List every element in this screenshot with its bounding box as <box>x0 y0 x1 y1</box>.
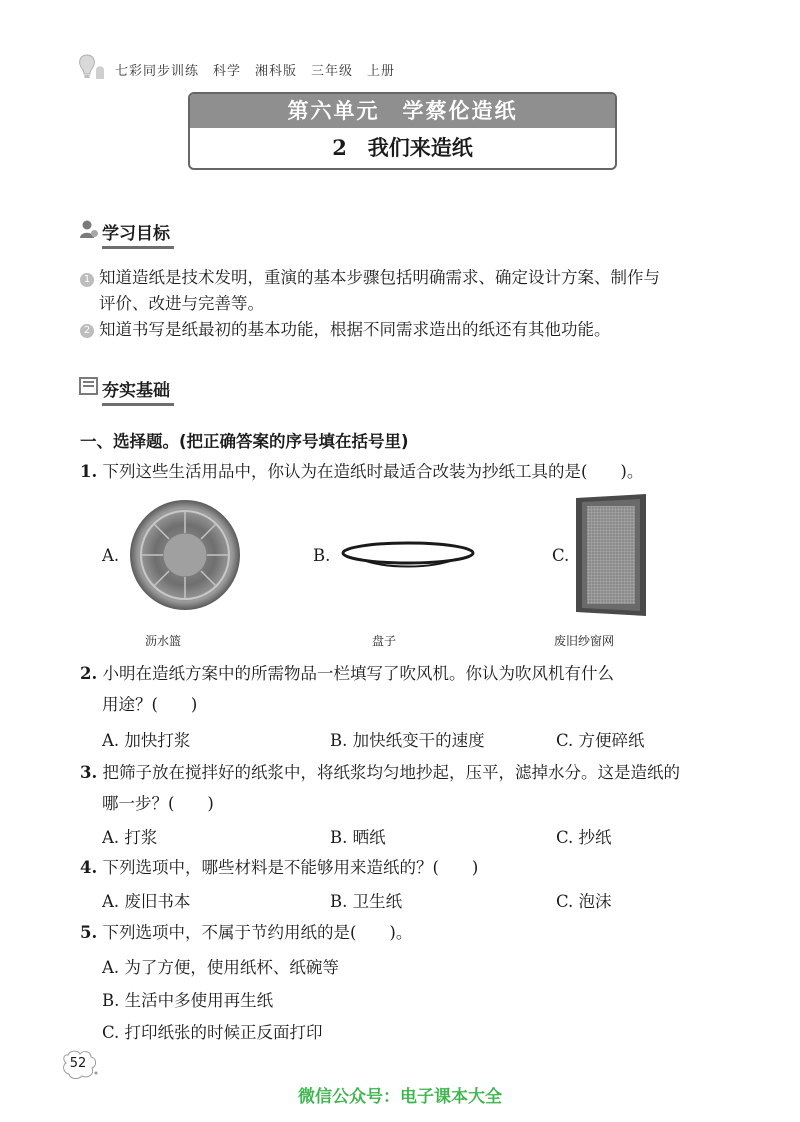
book-series-header: 七彩同步训练 科学 湘科版 三年级 上册 <box>115 64 396 79</box>
option-b-label: B. <box>313 546 331 565</box>
part-1-heading: 一、选择题。(把正确答案的序号填在括号里) <box>80 432 409 451</box>
footer-watermark: 微信公众号：电子课本大全 <box>298 1087 502 1107</box>
objective-number-badge: 1 <box>80 273 94 287</box>
objective-1-line-2: 评价、改进与完善等。 <box>99 294 264 313</box>
question-number: 4. <box>80 858 98 877</box>
question-number: 1. <box>80 462 98 481</box>
question-3-line-2: 哪一步？( ) <box>102 794 214 813</box>
option-c: C. 抄纸 <box>556 828 612 847</box>
option-b-caption: 盘子 <box>372 634 397 648</box>
question-2 <box>80 661 614 687</box>
option-c-label: C. <box>552 546 570 565</box>
option-a-label: A. <box>102 546 120 565</box>
question-text: 下列选项中，哪些材料是不能够用来造纸的？( ) <box>102 858 479 877</box>
option-c: C. 打印纸张的时候正反面打印 <box>102 1023 323 1042</box>
option-a: A. 加快打浆 <box>102 731 191 750</box>
unit-title: 第六单元 学蔡伦造纸 <box>190 94 615 128</box>
objectives-heading <box>102 219 170 244</box>
option-a-caption: 沥水篮 <box>145 634 182 648</box>
book-icon <box>79 376 99 396</box>
option-c: C. 泡沫 <box>556 892 612 911</box>
objective-2-line-1: 知道书写是纸最初的基本功能，根据不同需求造出的纸还有其他功能。 <box>99 320 611 339</box>
option-b: B. 生活中多使用再生纸 <box>102 991 274 1010</box>
question-4 <box>80 855 478 881</box>
basics-heading-text: 夯实基础 <box>102 381 170 401</box>
option-c: C. 方便碎纸 <box>556 731 645 750</box>
drain-basket-image <box>128 498 242 612</box>
question-2-line-2: 用途？( ) <box>102 695 198 714</box>
option-b: B. 卫生纸 <box>330 892 403 911</box>
objective-number-badge: 2 <box>80 324 94 338</box>
basics-heading <box>102 376 170 401</box>
question-text: 下列选项中，不属于节约用纸的是( )。 <box>102 923 413 942</box>
option-a: A. 为了方便，使用纸杯、纸碗等 <box>102 958 339 977</box>
objective-1-line-1: 知道造纸是技术发明，重演的基本步骤包括明确需求、确定设计方案、制作与 <box>99 268 660 287</box>
question-text: 小明在造纸方案中的所需物品一栏填写了吹风机。你认为吹风机有什么 <box>102 664 614 683</box>
lesson-title: 2 我们来造纸 <box>332 135 473 160</box>
option-c-caption: 废旧纱窗网 <box>554 634 615 648</box>
lightbulb-logo-icon <box>76 52 108 82</box>
question-1 <box>80 459 643 485</box>
heading-underline <box>102 246 174 249</box>
plate-image <box>340 538 476 572</box>
window-screen-image <box>576 494 646 616</box>
question-text: 下列这些生活用品中，你认为在造纸时最适合改装为抄纸工具的是( )。 <box>102 462 644 481</box>
page-number: 52 <box>69 1056 87 1071</box>
person-icon <box>79 219 99 239</box>
question-text: 把筛子放在搅拌好的纸浆中，将纸浆均匀地抄起，压平，滤掉水分。这是造纸的 <box>102 763 680 782</box>
heading-underline <box>102 403 174 406</box>
question-number: 2. <box>80 664 98 683</box>
question-number: 3. <box>80 763 98 782</box>
question-3 <box>80 760 680 786</box>
question-5 <box>80 920 412 946</box>
objectives-heading-text: 学习目标 <box>102 224 170 244</box>
option-a: A. 废旧书本 <box>102 892 191 911</box>
option-b: B. 加快纸变干的速度 <box>330 731 485 750</box>
option-a: A. 打浆 <box>102 828 158 847</box>
option-b: B. 晒纸 <box>330 828 386 847</box>
title-box <box>188 92 617 170</box>
question-number: 5. <box>80 923 98 942</box>
